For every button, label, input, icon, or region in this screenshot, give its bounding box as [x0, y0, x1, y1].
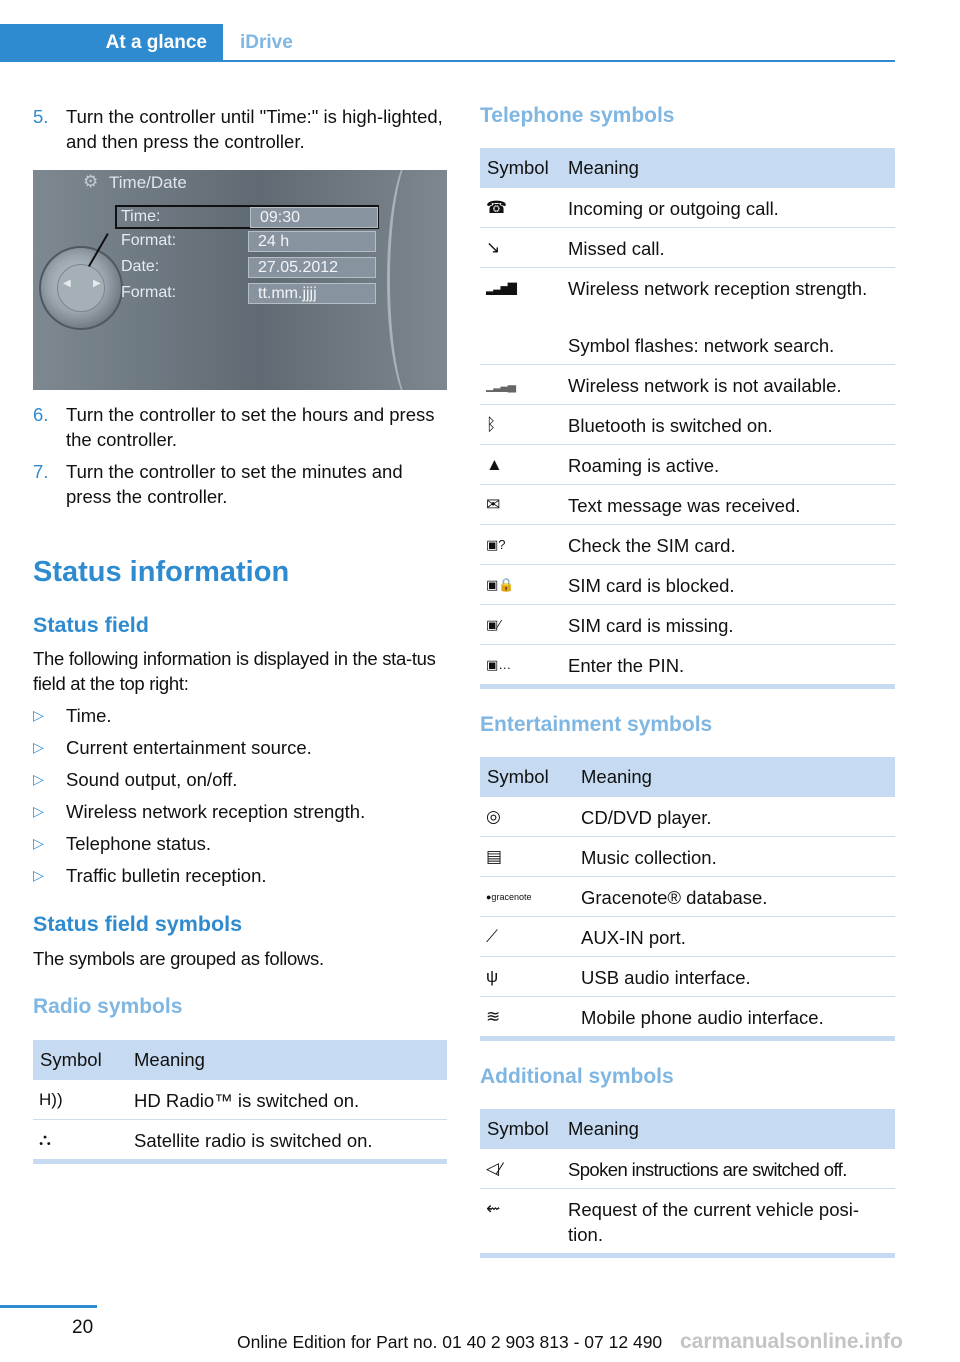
table-row: ▤ Music collection. [480, 837, 895, 877]
list-item: ▷ Traffic bulletin reception. [33, 865, 267, 886]
watermark: carmanualsonline.info [680, 1330, 903, 1353]
step-number: 6. [33, 404, 49, 425]
screen-arc [387, 170, 447, 390]
step-number: 5. [33, 106, 49, 127]
list-item: ▷ Time. [33, 705, 112, 726]
col-meaning: Meaning [581, 766, 652, 787]
table-row: ▣? Check the SIM card. [480, 525, 895, 565]
controller-knob [39, 246, 123, 330]
screen-row-format[interactable] [117, 231, 377, 253]
row-value: 27.05.2012 [248, 257, 376, 278]
triangle-bullet-icon: ▷ [33, 867, 44, 883]
tab-idrive[interactable]: iDrive [240, 32, 293, 53]
table-header [480, 1109, 895, 1149]
aux-in-icon: ⟋ [486, 927, 498, 946]
music-collection-icon: ▤ [486, 847, 503, 866]
row-label: Format: [121, 284, 177, 301]
table-header [480, 757, 895, 797]
page-number: 20 [72, 1317, 94, 1338]
col-meaning: Meaning [134, 1049, 205, 1070]
status-information-heading: Status information [33, 556, 290, 588]
time-date-screen [33, 170, 447, 390]
text-message-icon: ✉ [486, 495, 501, 514]
screen-row-date-format[interactable] [117, 283, 377, 305]
bluetooth-icon: ᛒ [486, 415, 497, 434]
mobile-audio-icon: ≋ [486, 1007, 501, 1026]
row-value: 24 h [248, 231, 376, 252]
additional-symbols-heading: Additional symbols [480, 1065, 674, 1088]
header-bar [0, 24, 895, 62]
table-row: ●gracenote Gracenote® database. [480, 877, 895, 917]
col-symbol: Symbol [487, 1118, 549, 1139]
table-row: ≋ Mobile phone audio interface. [486, 1007, 824, 1028]
vehicle-position-icon: ⇜ [486, 1199, 501, 1218]
spoken-off-icon: ◁⁄ [486, 1159, 502, 1178]
status-field-text: The following information is displayed in the sta-tus field at the top right: [33, 648, 436, 694]
sim-missing-icon: ▣⁄ [486, 617, 501, 632]
step-number: 7. [33, 461, 49, 482]
missed-call-icon: ↘ [486, 238, 501, 257]
table-row: ☎ Incoming or outgoing call. [480, 188, 895, 228]
usb-icon: ψ [486, 967, 499, 986]
list-item: ▷ Current entertainment source. [33, 737, 312, 758]
arrow-right-icon: ▶ [93, 278, 101, 289]
entertainment-symbols-heading: Entertainment symbols [480, 713, 713, 736]
sim-blocked-icon: ▣🔒 [486, 577, 515, 592]
status-field-symbols-text: The symbols are grouped as follows. [33, 948, 324, 969]
table-row: ψ USB audio interface. [480, 957, 895, 997]
table-row: ▣… Enter the PIN. [486, 655, 685, 676]
list-item: ▷ Wireless network reception strength. [33, 801, 366, 822]
status-field-heading: Status field [33, 613, 149, 637]
screen-title: Time/Date [109, 173, 187, 192]
roaming-icon: ▲ [486, 455, 503, 474]
row-value: tt.mm.jjjj [248, 283, 376, 304]
col-meaning: Meaning [568, 157, 639, 178]
check-sim-icon: ▣? [486, 537, 506, 552]
col-symbol: Symbol [487, 766, 549, 787]
tab-at-a-glance[interactable]: At a glance [0, 24, 223, 62]
table-row: ⟋ AUX-IN port. [480, 917, 895, 957]
step-text: Turn the controller to set the hours and press the controller. [66, 404, 435, 450]
enter-pin-icon: ▣… [486, 657, 512, 672]
table-row: ▣⁄ SIM card is missing. [480, 605, 895, 645]
table-row: ⇜ Request of the current vehicle posi-tion. [486, 1199, 860, 1245]
table-row: ᛒ Bluetooth is switched on. [480, 405, 895, 445]
signal-strength-icon: ▂▃▅▇ [486, 281, 515, 295]
row-value: 09:30 [250, 207, 378, 228]
screen-row-time[interactable] [115, 205, 379, 229]
footer-rule [0, 1305, 97, 1308]
gear-icon: ⚙ [83, 172, 99, 191]
table-row: ▣🔒 SIM card is blocked. [480, 565, 895, 605]
table-header [33, 1040, 447, 1080]
col-meaning: Meaning [568, 1118, 639, 1139]
phone-call-icon: ☎ [486, 198, 508, 217]
triangle-bullet-icon: ▷ [33, 803, 44, 819]
status-field-symbols-heading: Status field symbols [33, 912, 243, 936]
triangle-bullet-icon: ▷ [33, 739, 44, 755]
table-row: ▲ Roaming is active. [480, 445, 895, 485]
list-item: ▷ Telephone status. [33, 833, 212, 854]
gracenote-icon: ●gracenote [486, 892, 532, 902]
step-text: Turn the controller until "Time:" is high-lighted, and then press the controller. [66, 106, 443, 152]
table-row: ↘ Missed call. [480, 228, 895, 268]
col-symbol: Symbol [487, 157, 549, 178]
no-signal-icon: ▁▂▃▄ [486, 378, 515, 392]
col-symbol: Symbol [40, 1049, 102, 1070]
edition-note: Online Edition for Part no. 01 40 2 903 813 - 07 12 490 [237, 1332, 663, 1352]
screen-row-date[interactable] [117, 257, 377, 279]
hd-radio-icon: H)) [39, 1090, 63, 1109]
list-item: ▷ Sound output, on/off. [33, 769, 238, 790]
triangle-bullet-icon: ▷ [33, 707, 44, 723]
satellite-radio-icon: ⛬ [39, 1130, 51, 1149]
triangle-bullet-icon: ▷ [33, 771, 44, 787]
radio-symbols-heading: Radio symbols [33, 995, 183, 1018]
table-row: ✉ Text message was received. [480, 485, 895, 525]
row-label: Format: [121, 232, 177, 249]
table-row: ▁▂▃▄ Wireless network is not available. [480, 365, 895, 405]
table-row: ⛬ Satellite radio is switched on. [39, 1130, 373, 1151]
table-row: ◎ CD/DVD player. [480, 797, 895, 837]
table-header [480, 148, 895, 188]
triangle-bullet-icon: ▷ [33, 835, 44, 851]
row-label: Date: [121, 258, 160, 275]
table-row: H)) HD Radio™ is switched on. [33, 1080, 447, 1120]
arrow-left-icon: ◀ [63, 278, 71, 289]
cd-dvd-icon: ◎ [486, 807, 501, 826]
telephone-symbols-heading: Telephone symbols [480, 104, 675, 127]
table-row: ▂▃▅▇ Wireless network reception strength. Symbol flashes: network search. [480, 268, 895, 365]
step-text: Turn the controller to set the minutes and press the controller. [66, 461, 403, 507]
table-row: ◁⁄ Spoken instructions are switched off. [480, 1149, 895, 1189]
row-label: Time: [121, 208, 161, 225]
